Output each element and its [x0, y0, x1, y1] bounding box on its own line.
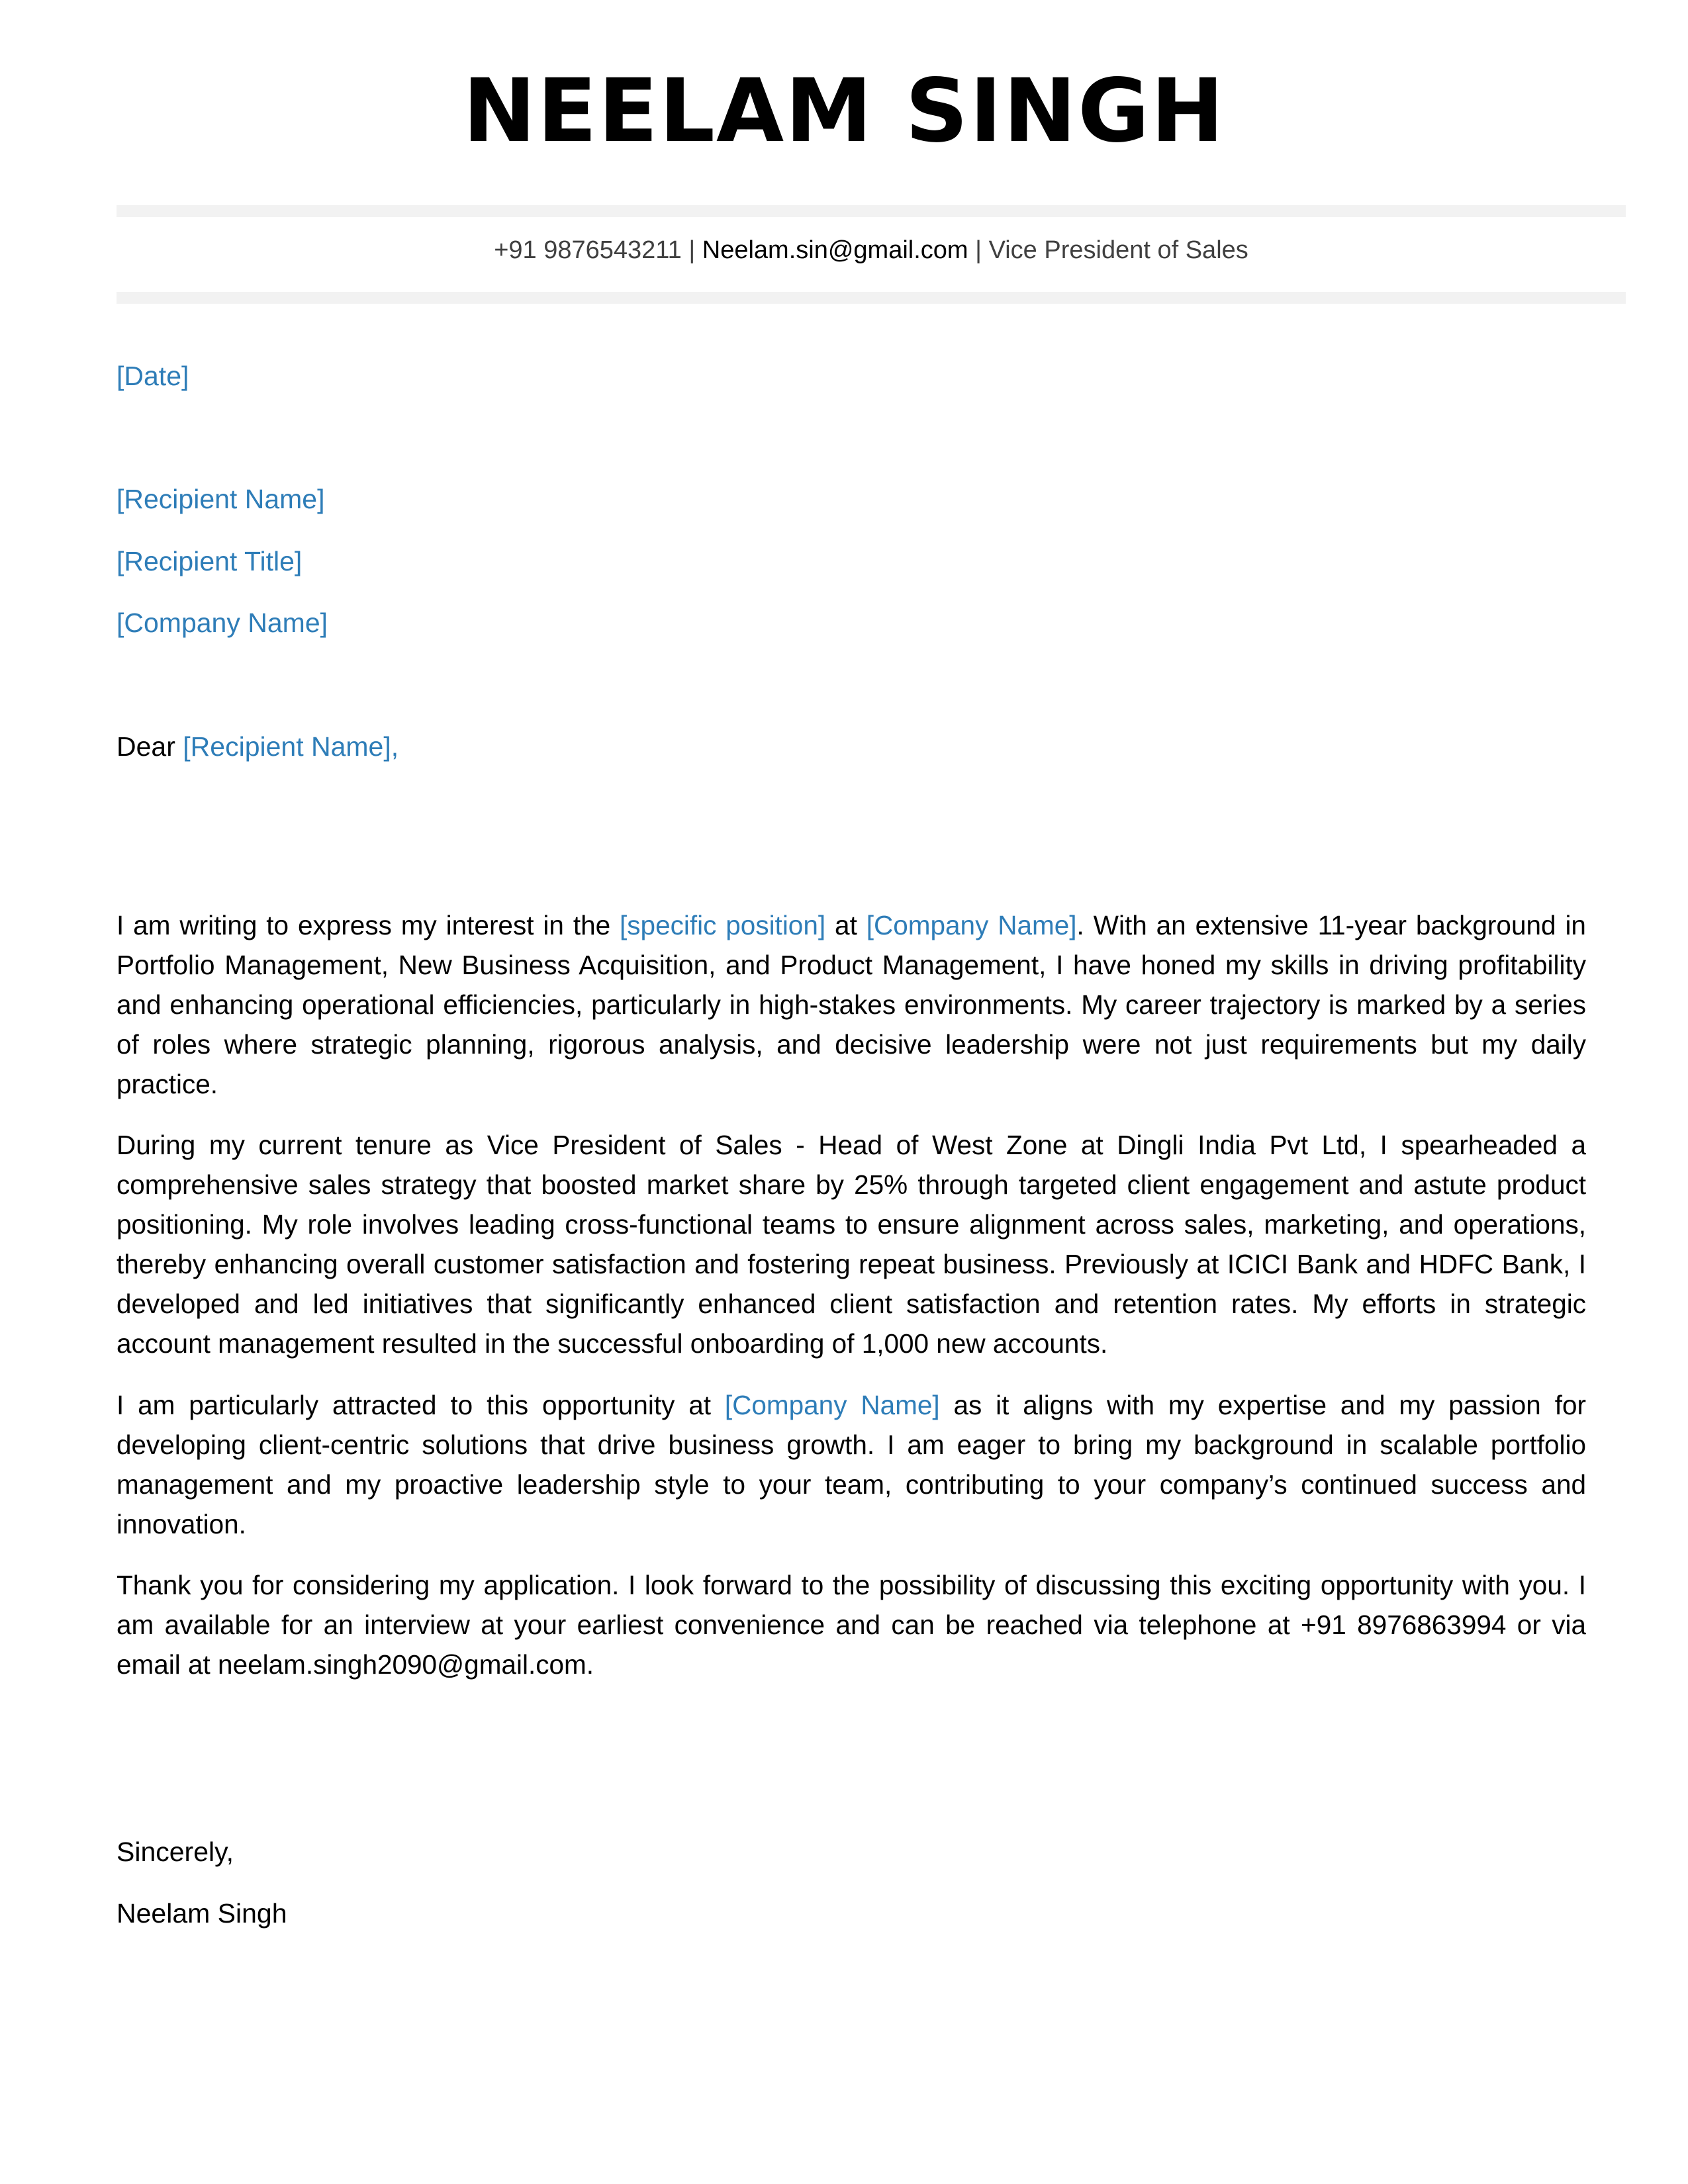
- header-rule-bottom: [117, 292, 1626, 304]
- recipient-title-placeholder: [Recipient Title]: [117, 546, 303, 576]
- company-placeholder: [Company Name]: [866, 910, 1077, 940]
- position-placeholder: [specific position]: [620, 910, 826, 940]
- paragraph-intro: [117, 905, 1586, 1104]
- paragraph-experience: During my current tenure as Vice President of Sales - Head of West Zone at Dingli India Pvt Ltd, I spearheaded a comprehensive sales strategy that boosted market share by 25% through targeted client engagement and astute product positioning. My role involves leading cross-functional teams to ensure alignment across sales, marketing, and operations, thereby enhancing overall customer satisfaction and fostering repeat business. Previously at ICICI Bank and HDFC Bank, I developed and led initiatives that significantly enhanced client satisfaction and retention rates. My efforts in strategic account management resulted in the successful onboarding of 1,000 new accounts.: [117, 1130, 1586, 1359]
- applicant-name: NEELAM SINGH: [463, 60, 1225, 162]
- contact-separator: |: [688, 236, 696, 264]
- recipient-name-placeholder: [Recipient Name]: [117, 484, 325, 514]
- p3-text-b: as it aligns with my expertise and my passion for developing client-centric solutions that drive business growth. I am eager to bring my background in scalable portfolio management and my proactive leadership style to your team, contributing to your company’s continued success and innovation.: [117, 1390, 1586, 1539]
- p1-text-a: I am writing to express my interest in the: [117, 910, 611, 940]
- p1-text-b: at: [835, 910, 857, 940]
- company-placeholder: [Company Name]: [724, 1390, 940, 1420]
- salutation-prefix: Dear: [117, 731, 175, 762]
- closing: Sincerely,: [117, 1837, 234, 1867]
- paragraph-closing: Thank you for considering my application. I look forward to the possibility of discussing this exciting opportunity with you. I am available for an interview at your earliest convenience and can be reached via telephone at +91 8976863994 or via email at neelam.singh2090@gmail.com.: [117, 1570, 1586, 1680]
- contact-separator: |: [975, 236, 982, 264]
- salutation-recipient: [Recipient Name],: [183, 731, 399, 762]
- signature: Neelam Singh: [117, 1898, 287, 1929]
- date-placeholder: [Date]: [117, 361, 189, 391]
- paragraph-motivation: [117, 1385, 1586, 1544]
- p3-text-a: I am particularly attracted to this opportunity at: [117, 1390, 711, 1420]
- p1-text-c: . With an extensive 11-year background in Portfolio Management, New Business Acquisition, and Product Management, I have honed my skills in driving profitability and enhancing operational efficiencies, particularly in high-stakes environments. My career trajectory is marked by a series of roles where strategic planning, rigorous analysis, and decisive leadership were not just requirements but my daily practice.: [117, 910, 1586, 1099]
- contact-phone: +91 9876543211: [494, 236, 682, 264]
- header-rule-top: [117, 205, 1626, 217]
- company-name-placeholder: [Company Name]: [117, 608, 328, 638]
- salutation: [117, 727, 399, 766]
- contact-email: Neelam.sin@gmail.com: [702, 236, 968, 264]
- contact-line: [117, 230, 1626, 270]
- contact-job-title: Vice President of Sales: [988, 236, 1248, 264]
